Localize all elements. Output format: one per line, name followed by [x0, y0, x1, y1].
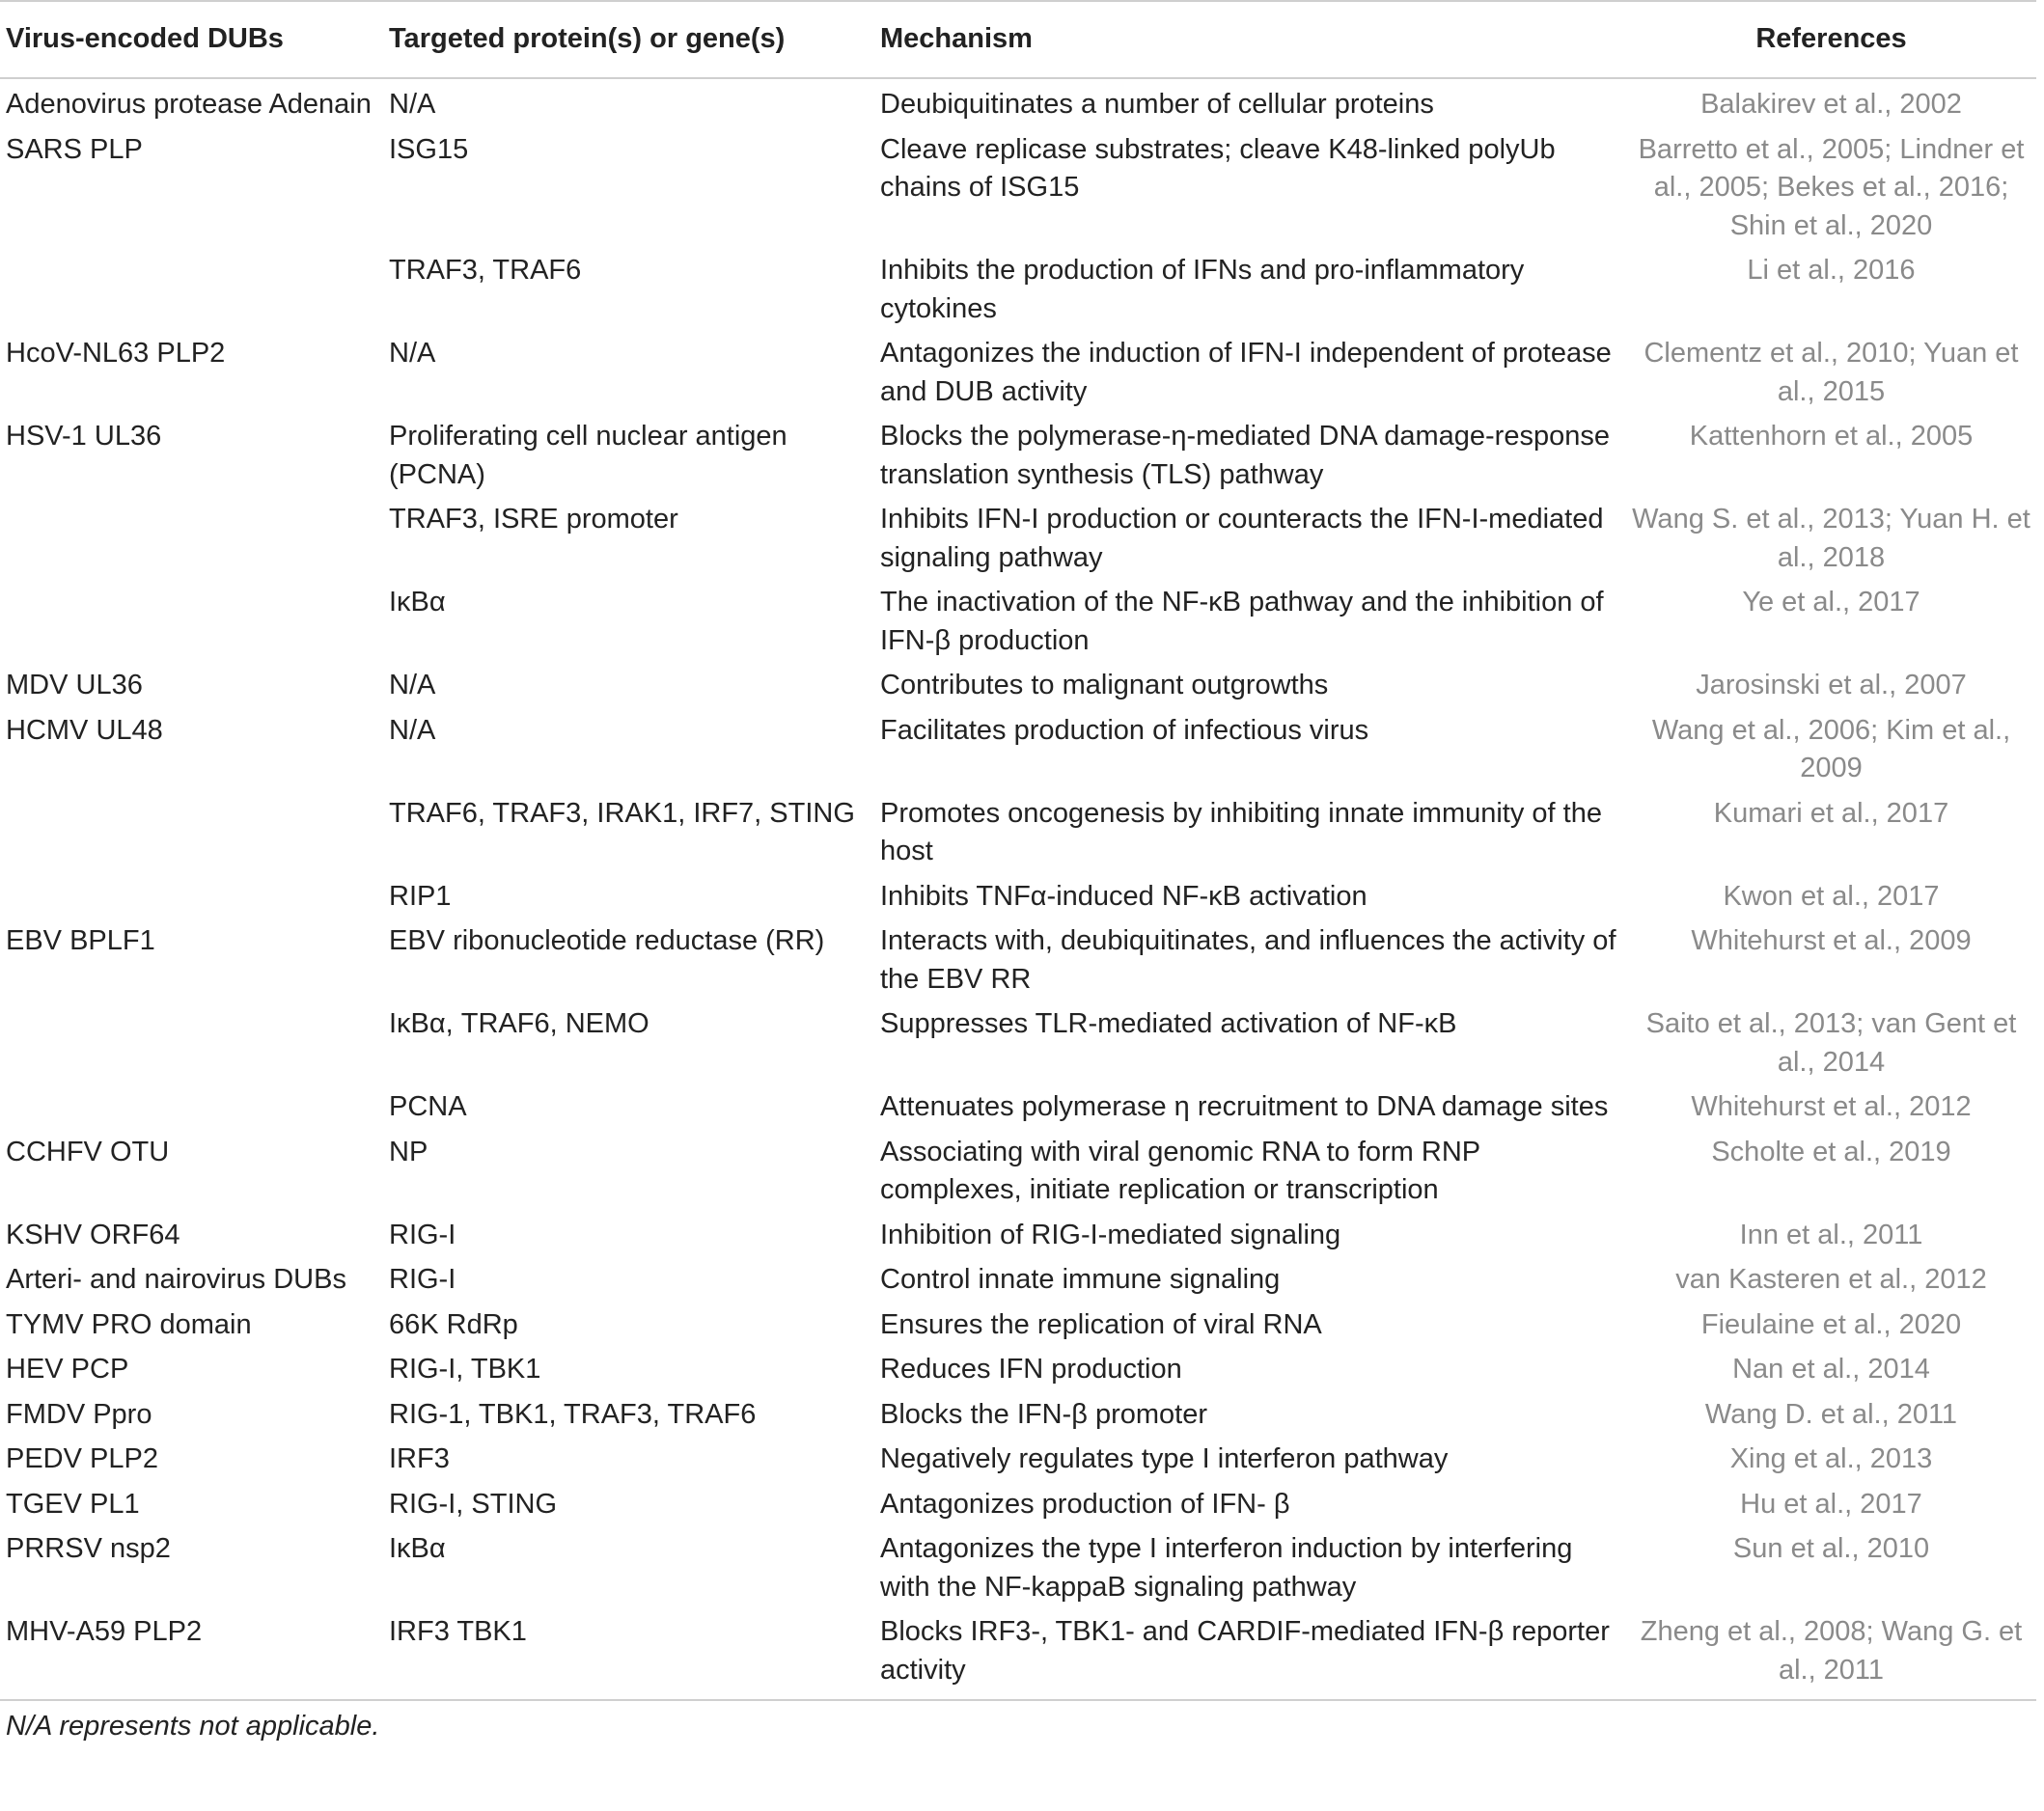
cell-virus-dub: SARS PLP [6, 133, 143, 165]
cell-target: IRF3 TBK1 [389, 1606, 880, 1700]
table-row [0, 1479, 2036, 1524]
cell-reference: Hu et al., 2017 [1740, 1488, 1922, 1520]
cell-reference: Fieulaine et al., 2020 [1700, 1308, 1962, 1340]
table-row [0, 78, 2036, 124]
table-row [0, 1389, 2036, 1435]
cell-virus-dub: TYMV PRO domain [6, 1308, 252, 1340]
cell-target: RIG-I, TBK1 [389, 1354, 541, 1385]
cell-mechanism: Blocks the IFN-β promoter [880, 1398, 1207, 1430]
cell-virus-dub: Adenovirus protease Adenain [6, 89, 372, 120]
cell-reference: Inn et al., 2011 [1739, 1219, 1923, 1250]
cell-virus-dub [0, 577, 389, 660]
table-row [0, 1606, 2036, 1700]
cell-virus-dub: FMDV Ppro [6, 1398, 152, 1430]
cell-virus-dub: HcoV-NL63 PLP2 [6, 338, 226, 369]
cell-target: IκBα [389, 1533, 446, 1564]
table-body [0, 78, 2036, 1700]
cell-virus-dub [0, 871, 389, 917]
table-row [0, 245, 2036, 328]
cell-target: TRAF6, TRAF3, IRAK1, IRF7, STING [389, 797, 855, 829]
cell-target: IRF3 [389, 1443, 450, 1474]
table-row [0, 124, 2036, 246]
header-mechanism: Mechanism [880, 1, 1626, 78]
table-row [0, 1300, 2036, 1345]
cell-mechanism: Attenuates polymerase η recruitment to DNA damage sites [880, 1091, 1609, 1122]
cell-reference: Scholte et al., 2019 [1711, 1136, 1951, 1167]
header-targeted-proteins: Targeted protein(s) or gene(s) [389, 1, 880, 78]
cell-target: RIG-1, TBK1, TRAF3, TRAF6 [389, 1398, 757, 1430]
cell-mechanism: Suppresses TLR-mediated activation of NF-κB [880, 1008, 1457, 1039]
cell-target: N/A [389, 338, 436, 369]
cell-reference: Nan et al., 2014 [1732, 1354, 1930, 1385]
cell-mechanism: Interacts with, deubiquitinates, and influences the activity of the EBV RR [880, 925, 1616, 995]
cell-mechanism: Blocks the polymerase-η-mediated DNA damage-response translation synthesis (TLS) pathway [880, 421, 1610, 490]
table-row [0, 1082, 2036, 1127]
cell-virus-dub: HSV-1 UL36 [6, 421, 162, 452]
cell-target: IκBα, TRAF6, NEMO [389, 1008, 649, 1039]
cell-virus-dub [0, 245, 389, 328]
cell-reference: Clementz et al., 2010; Yuan et al., 2015 [1643, 338, 2019, 407]
cell-reference: Wang S. et al., 2013; Yuan H. et al., 2018 [1632, 504, 2030, 573]
cell-target: RIG-I, STING [389, 1488, 557, 1520]
cell-mechanism: Inhibits IFN-I production or counteracts the IFN-I-mediated signaling pathway [880, 504, 1604, 573]
cell-target: NP [389, 1136, 428, 1167]
cell-target: RIP1 [389, 880, 452, 912]
table-row [0, 577, 2036, 660]
cell-virus-dub: MHV-A59 PLP2 [0, 1606, 389, 1700]
cell-mechanism: Inhibits TNFα-induced NF-κB activation [880, 880, 1367, 912]
cell-reference: Li et al., 2016 [1747, 255, 1916, 286]
cell-virus-dub: PRRSV nsp2 [6, 1533, 171, 1564]
table-row [0, 1210, 2036, 1255]
cell-reference: Zheng et al., 2008; Wang G. et al., 2011 [1626, 1606, 2036, 1700]
cell-target: PCNA [389, 1091, 467, 1122]
cell-reference: Whitehurst et al., 2009 [1691, 925, 1972, 956]
table-row [0, 494, 2036, 577]
cell-mechanism: Blocks IRF3-, TBK1- and CARDIF-mediated IFN-β reporter activity [880, 1606, 1626, 1700]
table-row [0, 328, 2036, 411]
cell-virus-dub: Arteri- and nairovirus DUBs [6, 1264, 346, 1295]
cell-virus-dub: KSHV ORF64 [6, 1219, 180, 1250]
table-row [0, 999, 2036, 1082]
table-row [0, 660, 2036, 705]
cell-reference: Jarosinski et al., 2007 [1696, 670, 1967, 700]
cell-reference: Kumari et al., 2017 [1713, 797, 1949, 829]
cell-virus-dub [0, 999, 389, 1082]
header-row [0, 1, 2036, 78]
table-row [0, 1434, 2036, 1479]
cell-mechanism: Associating with viral genomic RNA to form RNP complexes, initiate replication or transcription [880, 1136, 1480, 1205]
cell-reference: Balakirev et al., 2002 [1700, 89, 1962, 120]
cell-target: RIG-I [389, 1264, 456, 1295]
table-footnote: N/A represents not applicable. [6, 1711, 380, 1742]
cell-target: TRAF3, TRAF6 [389, 255, 582, 286]
cell-virus-dub [0, 1082, 389, 1127]
table-row [0, 916, 2036, 999]
header-virus-dubs: Virus-encoded DUBs [0, 1, 389, 78]
cell-reference: Wang D. et al., 2011 [1704, 1398, 1958, 1430]
cell-mechanism: Inhibits the production of IFNs and pro-inflammatory cytokines [880, 255, 1525, 324]
table-row [0, 1344, 2036, 1389]
cell-virus-dub: TGEV PL1 [6, 1488, 140, 1520]
cell-target: 66K RdRp [389, 1308, 518, 1340]
cell-reference: Kwon et al., 2017 [1723, 880, 1940, 912]
cell-target: ISG15 [389, 133, 469, 165]
cell-target: N/A [389, 670, 436, 700]
cell-reference: Ye et al., 2017 [1742, 587, 1920, 617]
cell-reference: Kattenhorn et al., 2005 [1689, 421, 1974, 452]
header-references: References [1626, 1, 2036, 78]
table-row [0, 411, 2036, 494]
cell-virus-dub: EBV BPLF1 [6, 925, 155, 956]
cell-mechanism: Ensures the replication of viral RNA [880, 1308, 1322, 1340]
cell-mechanism: Negatively regulates type I interferon pathway [880, 1443, 1449, 1474]
cell-mechanism: Facilitates production of infectious virus [880, 714, 1369, 746]
cell-mechanism: Antagonizes the induction of IFN-I independent of protease and DUB activity [880, 338, 1612, 407]
cell-mechanism: Deubiquitinates a number of cellular proteins [880, 89, 1434, 120]
cell-virus-dub: CCHFV OTU [6, 1136, 170, 1167]
cell-target: EBV ribonucleotide reductase (RR) [389, 925, 825, 956]
cell-target: N/A [389, 714, 436, 746]
cell-reference: Whitehurst et al., 2012 [1691, 1091, 1972, 1122]
cell-target: N/A [389, 89, 436, 120]
table-row [0, 788, 2036, 871]
cell-mechanism: Promotes oncogenesis by inhibiting innate immunity of the host [880, 797, 1602, 866]
table-row [0, 705, 2036, 788]
cell-mechanism: Cleave replicase substrates; cleave K48-linked polyUb chains of ISG15 [880, 133, 1556, 203]
cell-mechanism: The inactivation of the NF-κB pathway and the inhibition of IFN-β production [880, 587, 1604, 656]
cell-reference: van Kasteren et al., 2012 [1675, 1264, 1987, 1295]
cell-virus-dub: PEDV PLP2 [6, 1443, 158, 1474]
cell-mechanism: Contributes to malignant outgrowths [880, 670, 1329, 700]
cell-reference: Xing et al., 2013 [1729, 1443, 1933, 1474]
table-row [0, 1127, 2036, 1210]
table-row [0, 871, 2036, 917]
cell-reference: Wang et al., 2006; Kim et al., 2009 [1651, 714, 2011, 783]
cell-virus-dub [0, 494, 389, 577]
cell-target: Proliferating cell nuclear antigen (PCNA) [389, 421, 787, 490]
cell-reference: Sun et al., 2010 [1732, 1533, 1930, 1564]
cell-target: RIG-I [389, 1219, 456, 1250]
cell-mechanism: Reduces IFN production [880, 1354, 1182, 1385]
cell-mechanism: Inhibition of RIG-I-mediated signaling [880, 1219, 1341, 1250]
table-header [0, 1, 2036, 78]
cell-mechanism: Control innate immune signaling [880, 1264, 1281, 1295]
cell-target: IκBα [389, 587, 446, 617]
cell-virus-dub: HCMV UL48 [6, 714, 163, 746]
cell-mechanism: Antagonizes production of IFN- β [880, 1488, 1290, 1520]
table-row [0, 1254, 2036, 1300]
cell-target: TRAF3, ISRE promoter [389, 504, 678, 535]
cell-mechanism: Antagonizes the type I interferon induction by interfering with the NF-kappaB signaling pathway [880, 1533, 1573, 1603]
cell-virus-dub: MDV UL36 [6, 670, 143, 700]
cell-virus-dub: HEV PCP [6, 1354, 129, 1385]
cell-reference: Saito et al., 2013; van Gent et al., 2014 [1645, 1008, 2017, 1078]
table-row [0, 1523, 2036, 1606]
cell-virus-dub [0, 788, 389, 871]
cell-reference: Barretto et al., 2005; Lindner et al., 2005; Bekes et al., 2016; Shin et al., 2020 [1638, 133, 2025, 241]
